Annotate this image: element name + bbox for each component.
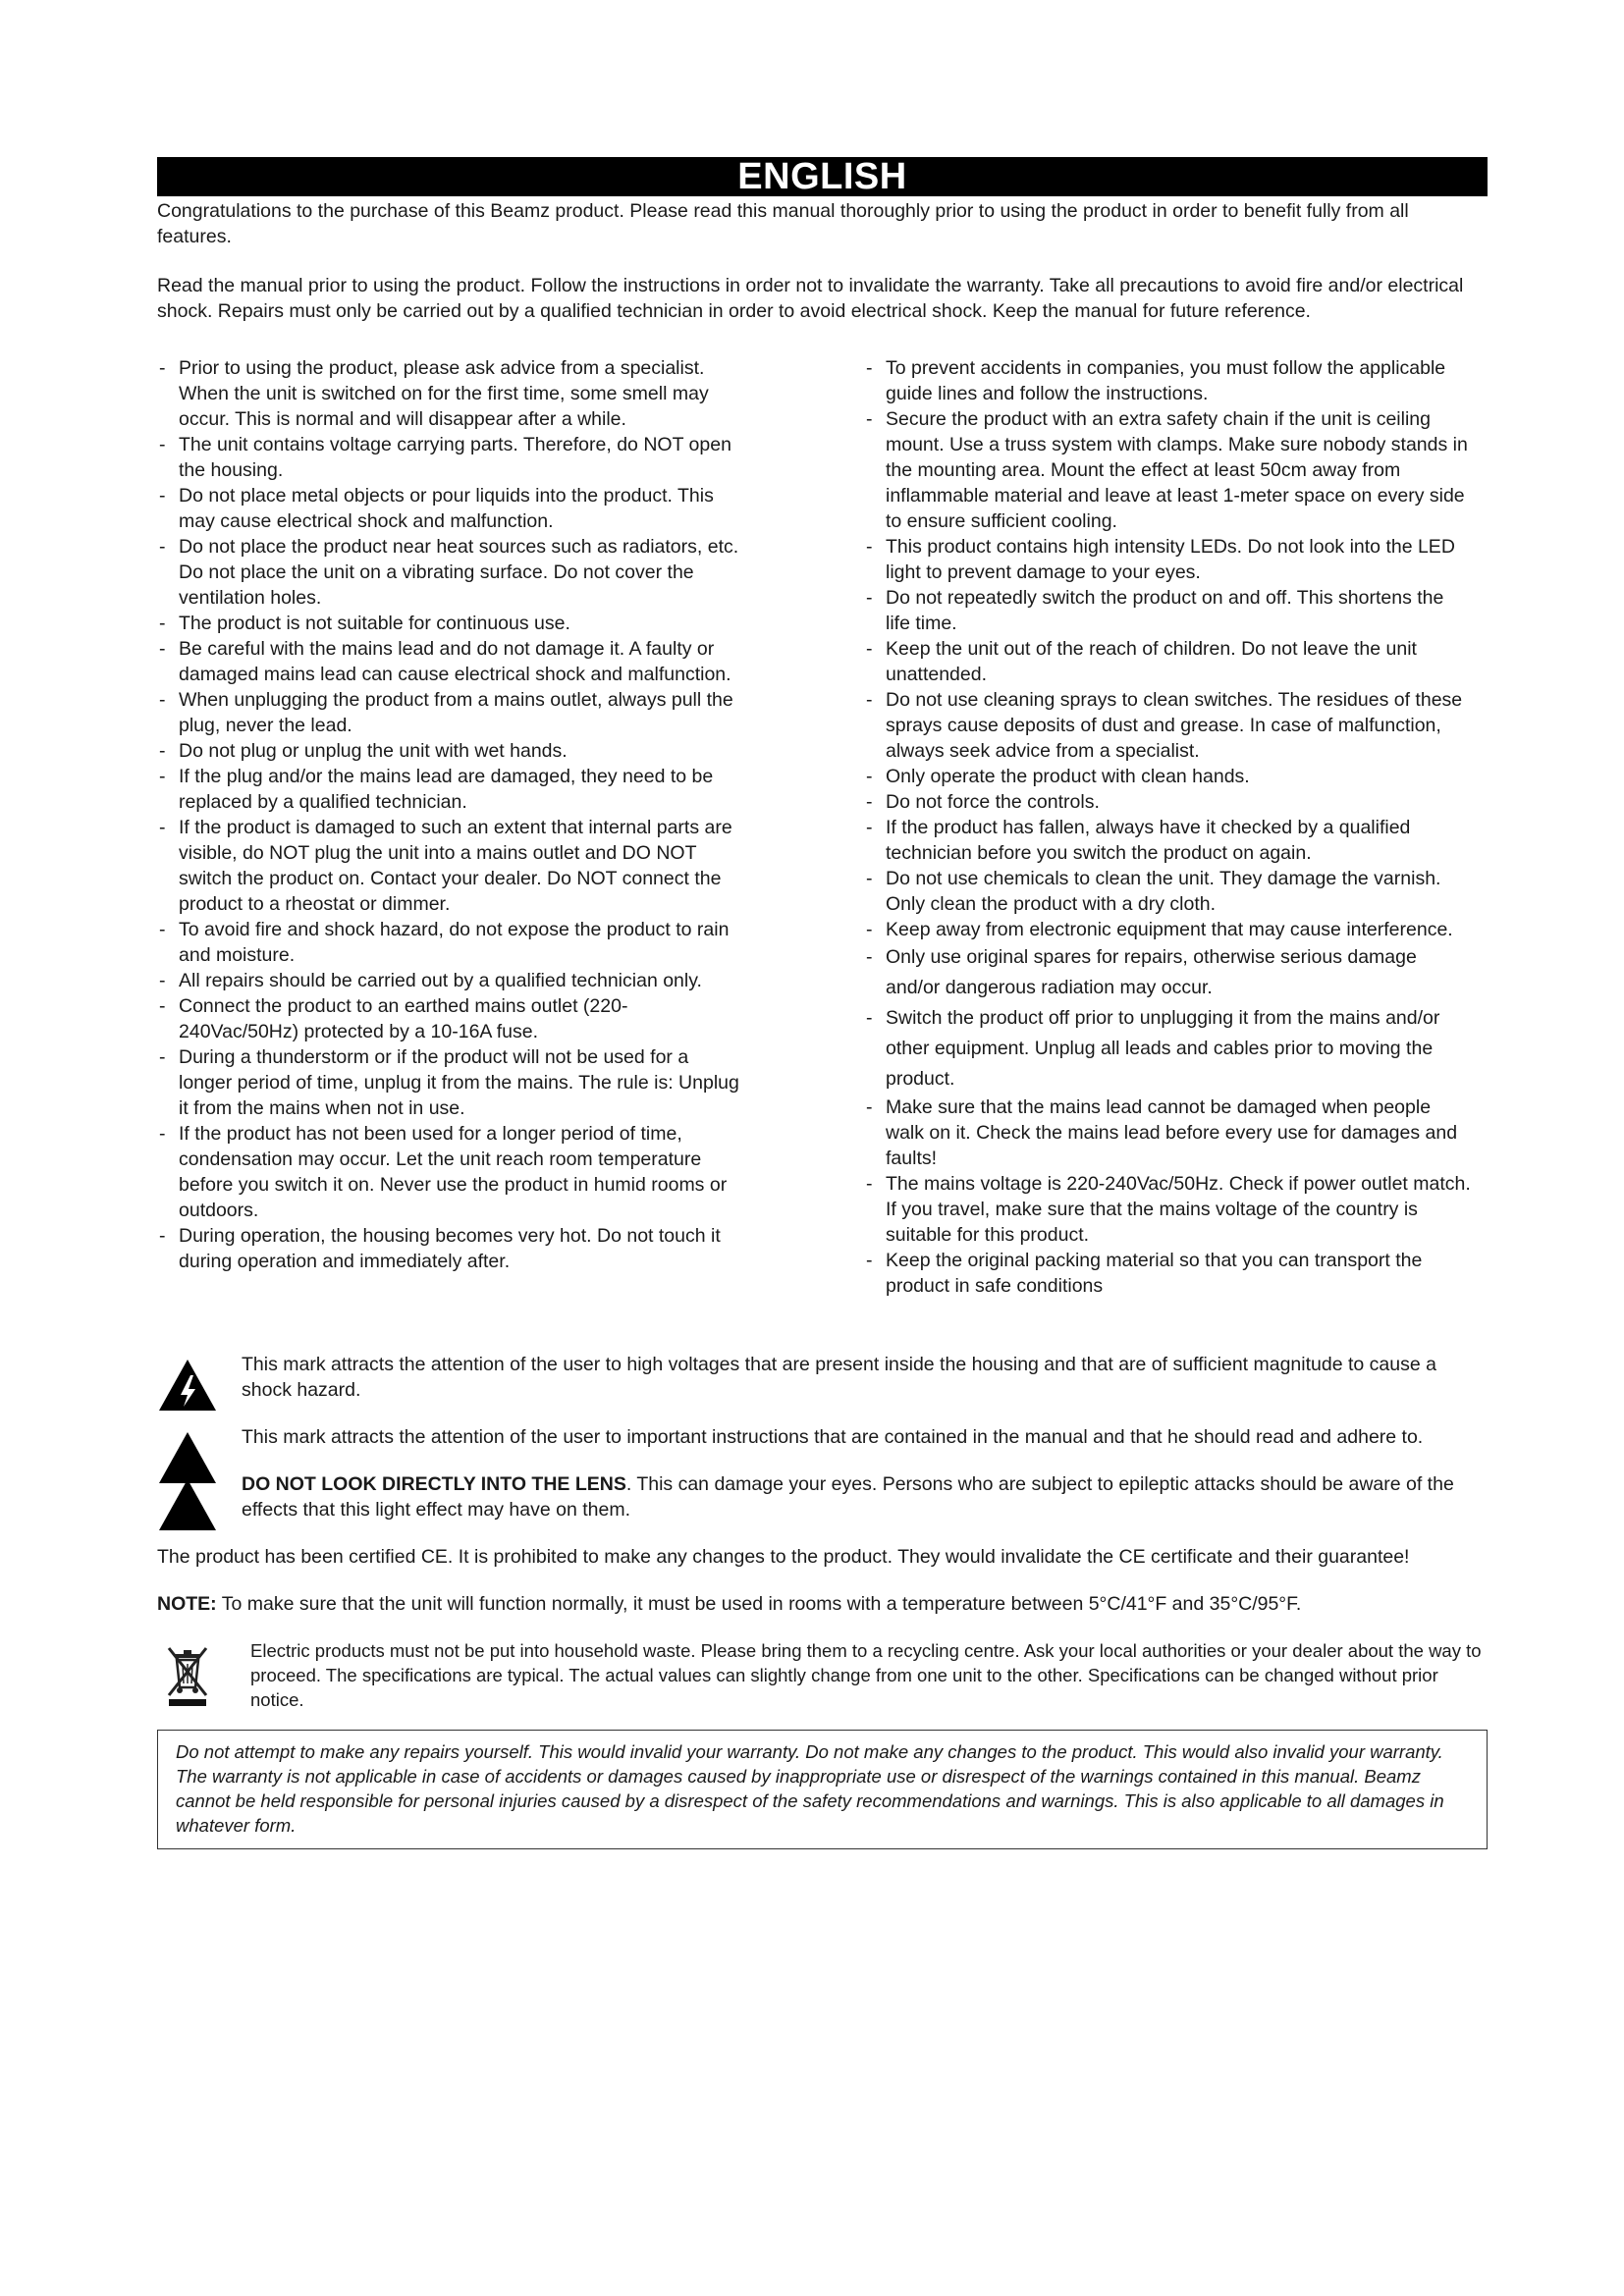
list-item: - The product is not suitable for continuous use.	[157, 611, 746, 636]
list-item: - The unit contains voltage carrying parts. Therefore, do NOT open the housing.	[157, 432, 746, 483]
language-header: ENGLISH	[157, 157, 1488, 196]
list-item: - Switch the product off prior to unplugging it from the mains and/or other equipment. Unplug all leads and cables prior to moving the product.	[864, 1003, 1473, 1095]
disposal-notice	[157, 1638, 1488, 1712]
safety-list-right	[864, 355, 1473, 1299]
high-voltage-icon	[157, 1358, 218, 1413]
list-item: - Secure the product with an extra safety chain if the unit is ceiling mount. Use a truss system with clamps. Make sure nobody stands in the mounting area. Mount the effect at least 50cm away from inflammable material and leave at least 1-meter space on every side to ensure sufficient cooling.	[864, 406, 1473, 534]
list-item: - To avoid fire and shock hazard, do not expose the product to rain and moisture.	[157, 917, 746, 968]
list-item: - Make sure that the mains lead cannot be damaged when people walk on it. Check the mains lead before every use for damages and faults!	[864, 1095, 1473, 1171]
list-item: - Only use original spares for repairs, otherwise serious damage and/or dangerous radiation may occur.	[864, 942, 1473, 1003]
crossed-bin-icon	[165, 1640, 210, 1707]
voltage-warning	[157, 1352, 1488, 1403]
exclamation-warning-icon	[157, 1477, 218, 1532]
lens-warning-text: . This can damage your eyes. Persons who are subject to epileptic attacks should be aware of the effects that this light effect may have on them.	[242, 1473, 1454, 1521]
list-item: - If the product is damaged to such an extent that internal parts are visible, do NOT plug the unit into a mains outlet and DO NOT switch the product on. Contact your dealer. Do NOT connect the product to a rheostat or dimmer.	[157, 815, 746, 917]
safety-instructions	[157, 355, 1488, 1299]
lens-warning-heading: DO NOT LOOK DIRECTLY INTO THE LENS	[242, 1473, 626, 1495]
list-item: - If the product has fallen, always have it checked by a qualified technician before you switch the product on again.	[864, 815, 1473, 866]
list-item: - The mains voltage is 220-240Vac/50Hz. Check if power outlet match. If you travel, make sure that the mains voltage of the country is suitable for this product.	[864, 1171, 1473, 1248]
note-label: NOTE:	[157, 1593, 217, 1615]
list-item: - Do not place metal objects or pour liquids into the product. This may cause electrical shock and malfunction.	[157, 483, 746, 534]
lens-warning	[157, 1471, 1488, 1522]
safety-list-left	[157, 355, 746, 1299]
list-item: - Do not repeatedly switch the product on and off. This shortens the life time.	[864, 585, 1473, 636]
temperature-note	[157, 1591, 1488, 1617]
instructions-warning-text: This mark attracts the attention of the user to important instructions that are contained in the manual and that he should read and adhere to.	[242, 1426, 1424, 1448]
list-item: - Do not place the product near heat sources such as radiators, etc. Do not place the unit on a vibrating surface. Do not cover the ventilation holes.	[157, 534, 746, 611]
list-item: - This product contains high intensity LEDs. Do not look into the LED light to prevent damage to your eyes.	[864, 534, 1473, 585]
list-item: - If the plug and/or the mains lead are damaged, they need to be replaced by a qualified technician.	[157, 764, 746, 815]
list-item: - Do not use cleaning sprays to clean switches. The residues of these sprays cause deposits of dust and grease. In case of malfunction, always seek advice from a specialist.	[864, 687, 1473, 764]
list-item: - During a thunderstorm or if the product will not be used for a longer period of time, unplug it from the mains. The rule is: Unplug it from the mains when not in use.	[157, 1044, 746, 1121]
list-item: - Keep the unit out of the reach of children. Do not leave the unit unattended.	[864, 636, 1473, 687]
list-item: - Connect the product to an earthed mains outlet (220-240Vac/50Hz) protected by a 10-16A fuse.	[157, 993, 746, 1044]
list-item: - During operation, the housing becomes very hot. Do not touch it during operation and immediately after.	[157, 1223, 746, 1274]
ce-statement: The product has been certified CE. It is prohibited to make any changes to the product. They would invalidate the CE certificate and their guarantee!	[157, 1546, 1410, 1568]
intro-paragraph: Congratulations to the purchase of this Beamz product. Please read this manual thoroughly prior to using the product in order to benefit fully from all features.	[157, 200, 1409, 247]
list-item: - Do not use chemicals to clean the unit. They damage the varnish. Only clean the product with a dry cloth.	[864, 866, 1473, 917]
list-item: - Do not force the controls.	[864, 789, 1473, 815]
voltage-warning-text: This mark attracts the attention of the user to high voltages that are present inside the housing and that are of sufficient magnitude to cause a shock hazard.	[242, 1354, 1436, 1401]
note-text: To make sure that the unit will function normally, it must be used in rooms with a temperature between 5°C/41°F and 35°C/95°F.	[216, 1593, 1302, 1615]
list-item: - Keep away from electronic equipment that may cause interference.	[864, 917, 1473, 942]
list-item: - If the product has not been used for a longer period of time, condensation may occur. Let the unit reach room temperature before you switch it on. Never use the product in humid rooms or outdoors.	[157, 1121, 746, 1223]
list-item: - To prevent accidents in companies, you must follow the applicable guide lines and follow the instructions.	[864, 355, 1473, 406]
warranty-disclaimer: Do not attempt to make any repairs yourself. This would invalid your warranty. Do not make any changes to the product. This would also invalid your warranty. The warranty is not applicable in case of accidents or damages caused by inappropriate use or disrespect of the warnings contained in this manual. Beamz cannot be held responsible for personal injuries caused by a disrespect of the safety recommendations and warnings. This is also applicable to all damages in whatever form.	[157, 1730, 1488, 1849]
list-item: - All repairs should be carried out by a qualified technician only.	[157, 968, 746, 993]
manual-paragraph: Read the manual prior to using the product. Follow the instructions in order not to invalidate the warranty. Take all precautions to avoid fire and/or electrical shock. Repairs must only be carried out by a qualified technician in order to avoid electrical shock. Keep the manual for future reference.	[157, 275, 1464, 322]
disposal-text: Electric products must not be put into household waste. Please bring them to a recycling centre. Ask your local authorities or your dealer about the way to proceed. The specifications are typical. The actual values can slightly change from one unit to the other. Specifications can be changed without prior notice.	[250, 1640, 1482, 1710]
list-item: - Be careful with the mains lead and do not damage it. A faulty or damaged mains lead can cause electrical shock and malfunction.	[157, 636, 746, 687]
manual-page	[157, 157, 1488, 1849]
list-item: - Do not plug or unplug the unit with wet hands.	[157, 738, 746, 764]
list-item: - When unplugging the product from a mains outlet, always pull the plug, never the lead.	[157, 687, 746, 738]
list-item: - Keep the original packing material so that you can transport the product in safe conditions	[864, 1248, 1473, 1299]
list-item: - Only operate the product with clean hands.	[864, 764, 1473, 789]
list-item: - Prior to using the product, please ask advice from a specialist. When the unit is switched on for the first time, some smell may occur. This is normal and will disappear after a while.	[157, 355, 746, 432]
instructions-warning	[157, 1424, 1488, 1450]
